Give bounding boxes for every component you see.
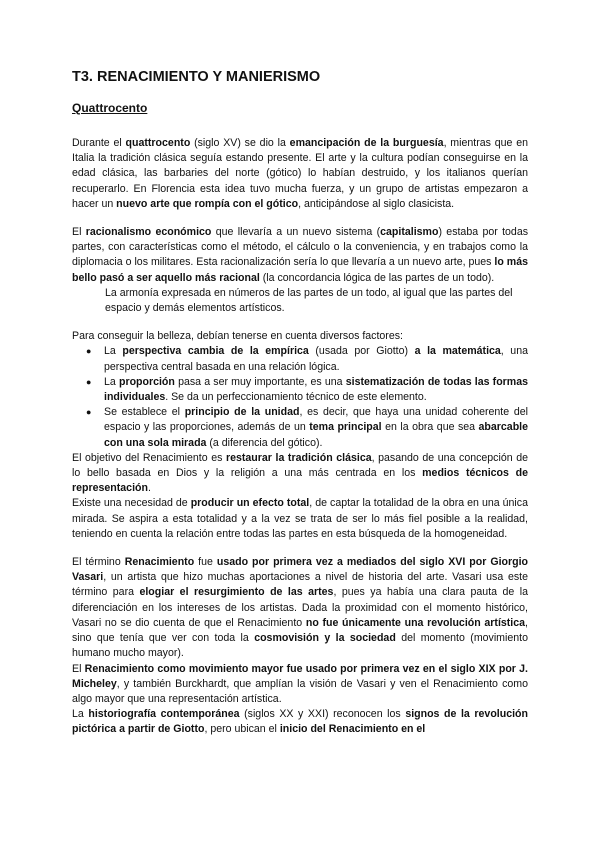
text-run: Para conseguir la belleza, debían tenerse en cuenta diversos factores:	[72, 330, 403, 343]
bold-text: abarcable con una sola mirada	[104, 421, 528, 449]
text-run: (la concordancia lógica de las partes de un todo).	[259, 271, 495, 284]
text-run: (usada por Giotto)	[308, 345, 415, 358]
text-run: , una perspectiva central basada en una relación lógica.	[104, 345, 528, 373]
paragraph-historiografia	[72, 707, 528, 737]
bold-text: a la matemática	[414, 345, 501, 358]
bold-text: principio de la unidad	[184, 406, 300, 419]
paragraph-gap	[72, 542, 528, 555]
text-run: , es decir, que haya una unidad coherente del espacio y las proporciones, además de un	[104, 406, 528, 434]
text-run: .	[147, 482, 151, 495]
bold-text: signos de la revolución pictórica a partir de Giotto	[72, 708, 528, 736]
paragraph-factores-intro	[72, 329, 528, 344]
paragraph-gap	[72, 316, 528, 329]
bold-text: historiografía contemporánea	[88, 708, 240, 721]
section-heading: Quattrocento	[72, 101, 148, 115]
text-run: La	[104, 345, 123, 358]
bold-text: lo más bello pasó a ser aquello más racional	[72, 256, 528, 284]
text-run: , sino que tenía que ver con toda la	[72, 616, 528, 645]
paragraph-objetivo	[72, 451, 528, 497]
text-run: La armonía expresada en números de las partes de un todo, al igual que las partes del espacio y demás elementos artísticos.	[105, 286, 513, 315]
list-item	[104, 344, 528, 374]
bold-text: tema principal	[309, 421, 382, 434]
text-run: El objetivo del Renacimiento es	[72, 451, 226, 464]
text-run: El	[72, 662, 85, 675]
bold-text: sistematización de todas las formas individuales	[104, 375, 529, 404]
text-run: , un artista que hizo muchas aportaciones a nivel de historia del arte. Vasari usa este término para	[72, 571, 528, 599]
text-run: Durante el	[72, 137, 126, 149]
document-title: T3. RENACIMIENTO Y MANIERISMO	[72, 69, 321, 85]
bold-text: usado por primera vez a mediados del siglo XVI por Giorgio Vasari	[72, 556, 528, 584]
text-run: fue	[194, 556, 217, 569]
list-item	[104, 375, 528, 405]
paragraph-armonia	[105, 286, 528, 316]
text-run: pasa a ser muy importante, es una	[174, 375, 346, 388]
bold-text: proporción	[118, 375, 175, 388]
paragraph-racionalismo	[72, 225, 528, 286]
text-run: , de captar la totalidad de la obra en una única mirada. Se aspira a esta totalidad y a la vez se trata de ser lo más fiel posible a la realidad, teniendo en cuenta la relación entre todas las partes en esta búsqueda de la homogeneidad.	[72, 497, 528, 540]
text-run: , pasando de una concepción de lo bello basada en Dios y la religión a una más centrada en los	[72, 451, 528, 480]
paragraph-gap	[72, 212, 528, 225]
bold-text: cosmovisión y la sociedad	[254, 632, 396, 645]
text-run: Existe una necesidad de	[72, 497, 191, 510]
bold-text: medios técnicos de representación	[72, 467, 528, 495]
text-run: La	[104, 375, 119, 388]
text-run: , mientras que en Italia la tradición clásica seguía estando presente. El arte y la cultura podían conseguirse en la edad clásica, las barbaries del norte (gótico) lo habían destruido, y los italianos querían recuperarlo. En Florencia esta idea tuvo mucha fuerza, y un grupo de artistas empezaron a hacer un	[72, 137, 528, 210]
text-run: (siglo XV) se dio la	[190, 137, 290, 149]
text-run: Se establece el	[104, 406, 185, 419]
bold-text: emancipación de la burguesía	[289, 137, 444, 149]
bold-text: inicio del Renacimiento en el	[279, 723, 426, 736]
paragraph-efecto-total	[72, 496, 528, 542]
bold-text: Renacimiento como movimiento mayor fue usado por primera vez en el siglo XIX por J. Micheley	[72, 662, 528, 690]
bold-text: perspectiva cambia de la empírica	[122, 345, 309, 358]
text-run: que llevaría a un nuevo sistema (	[211, 226, 381, 239]
text-run: , y también Burckhardt, que amplían la visión de Vasari y ven el Renacimiento como algo mayor que una representación artística.	[72, 677, 528, 705]
bold-text: quattrocento	[125, 137, 191, 149]
text-run: , anticipándose al siglo clasicista.	[298, 197, 455, 210]
bold-text: producir un efecto total	[190, 497, 310, 510]
text-run: (a diferencia del gótico).	[206, 436, 323, 449]
bold-text: elogiar el resurgimiento de las artes	[139, 586, 334, 599]
bold-text: nuevo arte que rompía con el gótico	[116, 197, 299, 210]
paragraph-movimiento-mayor	[72, 662, 528, 708]
bold-text: capitalismo	[380, 226, 439, 239]
text-run: ) estaba por todas partes, con características como el método, el cálculo o la conveniencia, y en trabajos como la diplomacia o los militares. Esta racionalización sería lo que llevaría a un nuevo arte, pues	[72, 226, 529, 269]
text-run: , pero ubican el	[204, 723, 280, 736]
bold-text: racionalismo económico	[85, 226, 212, 239]
text-run: , pues ya había una clara pauta de la diferenciación en los intereses de los artistas. Dada la proximidad con el momento histórico, Vasari no se dio cuenta de que el Renacimiento	[72, 586, 528, 629]
factores-list	[72, 344, 528, 450]
text-run: . Se da un perfeccionamiento técnico de este elemento.	[165, 391, 427, 404]
bold-text: no fue únicamente una revolución artística	[305, 616, 526, 629]
text-run: (siglos XX y XXI) reconocen los	[239, 708, 406, 721]
bold-text: Renacimiento	[124, 556, 195, 569]
text-run: El término	[72, 556, 125, 569]
text-run: en la obra que sea	[381, 421, 479, 434]
paragraph-quattrocento	[72, 136, 528, 212]
text-run: del momento (movimiento humano mucho mayor).	[72, 632, 528, 660]
text-run: La	[72, 708, 89, 721]
bold-text: restaurar la tradición clásica	[225, 451, 372, 464]
paragraph-termino-renacimiento	[72, 555, 528, 661]
text-run: El	[72, 226, 86, 239]
list-item	[104, 405, 528, 451]
document-content	[72, 68, 528, 738]
